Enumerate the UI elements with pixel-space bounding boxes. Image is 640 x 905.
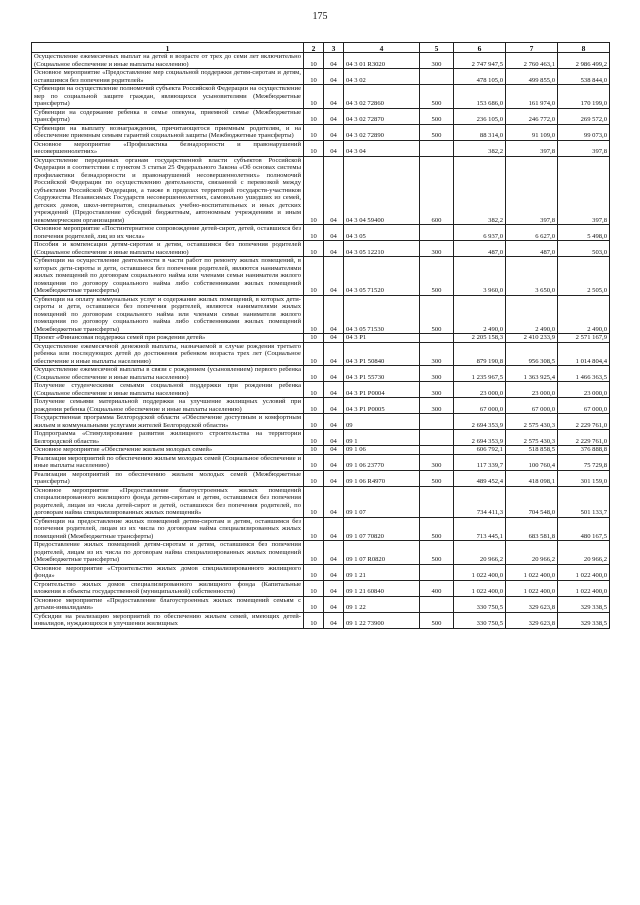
description-cell: Основное мероприятие «Предоставление мер социальной поддержки детям-сиротам и детям, оставшимся без попечения родителей» <box>32 69 304 85</box>
amount-cell-year-3: 75 729,8 <box>558 454 610 470</box>
table-row <box>32 580 610 596</box>
subsection-cell: 04 <box>324 414 344 430</box>
amount-cell-year-3: 1 014 804,4 <box>558 342 610 366</box>
target-article-cell: 09 1 06 23770 <box>344 454 420 470</box>
column-header: 5 <box>420 43 454 53</box>
description-cell: Основное мероприятие «Предоставление благоустроенных жилых помещений семьям с детьми-инвалидами» <box>32 596 304 612</box>
amount-cell-year-2: 518 858,5 <box>506 446 558 455</box>
table-row <box>32 124 610 140</box>
amount-cell-year-3: 2 571 167,9 <box>558 334 610 343</box>
description-cell: Осуществление ежемесячных выплат на детей в возрасте от трех до семи лет включительно (Социальное обеспечение и иные выплаты населению) <box>32 53 304 69</box>
subsection-cell: 04 <box>324 85 344 109</box>
target-article-cell: 09 1 06 R4970 <box>344 470 420 486</box>
description-cell: Государственная программа Белгородской области «Обеспечение доступным и комфортным жильем и коммунальными услугами жителей Белгородской области» <box>32 414 304 430</box>
target-article-cell: 04 3 P1 55730 <box>344 366 420 382</box>
expense-type-cell: 500 <box>420 470 454 486</box>
subsection-cell: 04 <box>324 241 344 257</box>
table-row <box>32 140 610 156</box>
amount-cell-year-2: 683 581,8 <box>506 517 558 541</box>
column-header: 4 <box>344 43 420 53</box>
section-cell: 10 <box>304 470 324 486</box>
description-cell: Субвенции на предоставление жилых помещений детям-сиротам и детям, оставшимся без попечения родителей, лицам из их числа по договорам найма специализированных жилых помещений (Межбюджетные трансферты) <box>32 517 304 541</box>
amount-cell-year-1: 489 452,4 <box>454 470 506 486</box>
description-cell: Субсидии на реализацию мероприятий по обеспечению жильем семей, имеющих детей-инвалидов, нуждающихся в улучшении жилищных <box>32 612 304 628</box>
amount-cell-year-1: 879 190,8 <box>454 342 506 366</box>
amount-cell-year-1: 382,2 <box>454 140 506 156</box>
table-row <box>32 398 610 414</box>
target-article-cell: 09 1 07 <box>344 486 420 517</box>
target-article-cell: 09 <box>344 414 420 430</box>
amount-cell-year-1: 330 750,5 <box>454 612 506 628</box>
target-article-cell: 04 3 05 12210 <box>344 241 420 257</box>
amount-cell-year-1: 3 960,0 <box>454 257 506 296</box>
amount-cell-year-2: 329 623,8 <box>506 596 558 612</box>
description-cell: Строительство жилых домов специализированного жилищного фонда (Капитальные вложения в объекты государственной (муниципальной) собственности) <box>32 580 304 596</box>
section-cell: 10 <box>304 517 324 541</box>
expense-type-cell: 300 <box>420 382 454 398</box>
description-cell: Проект «Финансовая поддержка семей при рождении детей» <box>32 334 304 343</box>
description-cell: Основное мероприятие «Обеспечение жильем молодых семей» <box>32 446 304 455</box>
expense-type-cell: 300 <box>420 241 454 257</box>
column-header: 1 <box>32 43 304 53</box>
description-cell: Основное мероприятие «Строительство жилых домов специализированного жилищного фонда» <box>32 564 304 580</box>
expense-type-cell <box>420 140 454 156</box>
amount-cell-year-3: 2 229 761,0 <box>558 430 610 446</box>
table-row <box>32 541 610 565</box>
subsection-cell: 04 <box>324 382 344 398</box>
amount-cell-year-1: 606 792,1 <box>454 446 506 455</box>
subsection-cell: 04 <box>324 53 344 69</box>
target-article-cell: 04 3 05 71520 <box>344 257 420 296</box>
subsection-cell: 04 <box>324 69 344 85</box>
subsection-cell: 04 <box>324 580 344 596</box>
amount-cell-year-2: 2 575 430,3 <box>506 414 558 430</box>
amount-cell-year-1: 23 000,0 <box>454 382 506 398</box>
subsection-cell: 04 <box>324 486 344 517</box>
table-row <box>32 257 610 296</box>
amount-cell-year-3: 67 000,0 <box>558 398 610 414</box>
section-cell: 10 <box>304 69 324 85</box>
expense-type-cell: 300 <box>420 398 454 414</box>
subsection-cell: 04 <box>324 454 344 470</box>
expense-type-cell: 500 <box>420 517 454 541</box>
amount-cell-year-3: 2 490,0 <box>558 295 610 334</box>
expense-type-cell: 300 <box>420 366 454 382</box>
column-header: 2 <box>304 43 324 53</box>
amount-cell-year-1: 117 339,7 <box>454 454 506 470</box>
amount-cell-year-1: 330 750,5 <box>454 596 506 612</box>
table-row <box>32 596 610 612</box>
target-article-cell: 09 1 <box>344 430 420 446</box>
subsection-cell: 04 <box>324 541 344 565</box>
table-row <box>32 156 610 225</box>
amount-cell-year-3: 23 000,0 <box>558 382 610 398</box>
section-cell: 10 <box>304 257 324 296</box>
target-article-cell: 04 3 01 R3020 <box>344 53 420 69</box>
amount-cell-year-1: 1 022 400,0 <box>454 564 506 580</box>
target-article-cell: 09 1 07 R0820 <box>344 541 420 565</box>
expense-type-cell <box>420 430 454 446</box>
subsection-cell: 04 <box>324 430 344 446</box>
expense-type-cell: 300 <box>420 454 454 470</box>
amount-cell-year-3: 501 133,7 <box>558 486 610 517</box>
target-article-cell: 04 3 02 72870 <box>344 108 420 124</box>
column-header: 7 <box>506 43 558 53</box>
target-article-cell: 04 3 04 59400 <box>344 156 420 225</box>
section-cell: 10 <box>304 225 324 241</box>
amount-cell-year-1: 1 235 967,5 <box>454 366 506 382</box>
amount-cell-year-2: 100 760,4 <box>506 454 558 470</box>
column-header: 6 <box>454 43 506 53</box>
table-row <box>32 486 610 517</box>
target-article-cell: 09 1 06 <box>344 446 420 455</box>
subsection-cell: 04 <box>324 366 344 382</box>
amount-cell-year-3: 376 888,8 <box>558 446 610 455</box>
amount-cell-year-2: 67 000,0 <box>506 398 558 414</box>
section-cell: 10 <box>304 124 324 140</box>
section-cell: 10 <box>304 156 324 225</box>
target-article-cell: 04 3 P1 50840 <box>344 342 420 366</box>
subsection-cell: 04 <box>324 564 344 580</box>
expense-type-cell: 500 <box>420 612 454 628</box>
table-row <box>32 85 610 109</box>
section-cell: 10 <box>304 382 324 398</box>
target-article-cell: 04 3 02 <box>344 69 420 85</box>
amount-cell-year-2: 397,8 <box>506 140 558 156</box>
section-cell: 10 <box>304 414 324 430</box>
section-cell: 10 <box>304 241 324 257</box>
amount-cell-year-2: 1 363 925,4 <box>506 366 558 382</box>
amount-cell-year-2: 329 623,8 <box>506 612 558 628</box>
table-row <box>32 612 610 628</box>
amount-cell-year-1: 2 694 353,9 <box>454 430 506 446</box>
amount-cell-year-1: 153 686,0 <box>454 85 506 109</box>
description-cell: Пособия и компенсации детям-сиротам и детям, оставшимся без попечения родителей (Социальное обеспечение и иные выплаты населению) <box>32 241 304 257</box>
expense-type-cell <box>420 446 454 455</box>
amount-cell-year-3: 99 073,0 <box>558 124 610 140</box>
target-article-cell: 04 3 04 <box>344 140 420 156</box>
amount-cell-year-1: 487,0 <box>454 241 506 257</box>
table-row <box>32 430 610 446</box>
table-row <box>32 470 610 486</box>
target-article-cell: 09 1 22 <box>344 596 420 612</box>
amount-cell-year-1: 713 445,1 <box>454 517 506 541</box>
description-cell: Осуществление ежемесячной денежной выплаты, назначаемой в случае рождения третьего ребенка или последующих детей до достижения ребенком возраста трех лет (Социальное обеспечение и иные выплаты населению) <box>32 342 304 366</box>
amount-cell-year-2: 499 855,0 <box>506 69 558 85</box>
amount-cell-year-3: 2 229 761,0 <box>558 414 610 430</box>
description-cell: Субвенции на оплату коммунальных услуг и содержание жилых помещений, в которых дети-сироты и дети, оставшиеся без попечения родителей, являются нанимателями жилых помещений по договорам социального найма или членами семьи нанимателя жилого помещения по договору социального найма либо собственниками жилых помещений (Межбюджетные трансферты) <box>32 295 304 334</box>
description-cell: Основное мероприятие «Предоставление благоустроенных жилых помещений специализированного жилищного фонда детям-сиротам и детям, оставшимся без попечения родителей, лицам из числа детей-сирот и детей, оставшихся без попечения родителей, по договорам найма специализированных жилых помещений» <box>32 486 304 517</box>
target-article-cell: 04 3 P1 P0004 <box>344 382 420 398</box>
amount-cell-year-2: 418 098,1 <box>506 470 558 486</box>
target-article-cell: 04 3 05 71530 <box>344 295 420 334</box>
amount-cell-year-3: 2 505,0 <box>558 257 610 296</box>
section-cell: 10 <box>304 446 324 455</box>
subsection-cell: 04 <box>324 295 344 334</box>
amount-cell-year-3: 5 498,0 <box>558 225 610 241</box>
amount-cell-year-1: 2 205 158,3 <box>454 334 506 343</box>
subsection-cell: 04 <box>324 156 344 225</box>
description-cell: Получение семьями материальной поддержки на улучшение жилищных условий при рождении ребенка (Социальное обеспечение и иные выплаты населению) <box>32 398 304 414</box>
amount-cell-year-1: 382,2 <box>454 156 506 225</box>
section-cell: 10 <box>304 295 324 334</box>
section-cell: 10 <box>304 108 324 124</box>
expense-type-cell <box>420 334 454 343</box>
amount-cell-year-2: 20 966,2 <box>506 541 558 565</box>
description-cell: Получение студенческими семьями социальной поддержки при рождении ребенка (Социальное обеспечение и иные выплаты населению) <box>32 382 304 398</box>
target-article-cell: 09 1 22 73900 <box>344 612 420 628</box>
target-article-cell: 04 3 02 72860 <box>344 85 420 109</box>
section-cell: 10 <box>304 398 324 414</box>
amount-cell-year-3: 397,8 <box>558 156 610 225</box>
amount-cell-year-2: 1 022 400,0 <box>506 564 558 580</box>
expense-type-cell <box>420 69 454 85</box>
target-article-cell: 09 1 21 60840 <box>344 580 420 596</box>
amount-cell-year-3: 329 338,5 <box>558 612 610 628</box>
subsection-cell: 04 <box>324 108 344 124</box>
expense-type-cell <box>420 564 454 580</box>
description-cell: Субвенции на содержание ребенка в семье опекуна, приемной семье (Межбюджетные трансферты) <box>32 108 304 124</box>
target-article-cell: 04 3 05 <box>344 225 420 241</box>
table-row <box>32 382 610 398</box>
amount-cell-year-2: 3 650,0 <box>506 257 558 296</box>
amount-cell-year-3: 301 159,0 <box>558 470 610 486</box>
amount-cell-year-1: 478 105,0 <box>454 69 506 85</box>
amount-cell-year-2: 246 772,0 <box>506 108 558 124</box>
amount-cell-year-1: 236 105,0 <box>454 108 506 124</box>
table-row <box>32 454 610 470</box>
expense-type-cell: 600 <box>420 156 454 225</box>
amount-cell-year-3: 503,0 <box>558 241 610 257</box>
page-number: 175 <box>312 11 328 22</box>
description-cell: Основное мероприятие «Профилактика безнадзорности и правонарушений несовершеннолетних» <box>32 140 304 156</box>
column-header: 3 <box>324 43 344 53</box>
section-cell: 10 <box>304 454 324 470</box>
table-row <box>32 108 610 124</box>
description-cell: Реализация мероприятий по обеспечению жильем молодых семей (Социальное обеспечение и иные выплаты населению) <box>32 454 304 470</box>
table-row <box>32 366 610 382</box>
section-cell: 10 <box>304 342 324 366</box>
section-cell: 10 <box>304 541 324 565</box>
amount-cell-year-3: 397,8 <box>558 140 610 156</box>
amount-cell-year-3: 170 199,0 <box>558 85 610 109</box>
amount-cell-year-2: 91 109,0 <box>506 124 558 140</box>
subsection-cell: 04 <box>324 140 344 156</box>
description-cell: Субвенции на осуществление полномочий субъекта Российской Федерации на осуществление мер по социальной защите граждан, являющихся усыновителями (Межбюджетные трансферты) <box>32 85 304 109</box>
target-article-cell: 04 3 P1 P0005 <box>344 398 420 414</box>
amount-cell-year-2: 1 022 400,0 <box>506 580 558 596</box>
target-article-cell: 04 3 02 72890 <box>344 124 420 140</box>
amount-cell-year-1: 2 490,0 <box>454 295 506 334</box>
amount-cell-year-2: 956 308,5 <box>506 342 558 366</box>
amount-cell-year-3: 1 022 400,0 <box>558 580 610 596</box>
subsection-cell: 04 <box>324 596 344 612</box>
subsection-cell: 04 <box>324 517 344 541</box>
table-row <box>32 342 610 366</box>
table-row <box>32 334 610 343</box>
expense-type-cell <box>420 486 454 517</box>
expense-type-cell: 500 <box>420 295 454 334</box>
table-row <box>32 414 610 430</box>
amount-cell-year-1: 88 314,0 <box>454 124 506 140</box>
section-cell: 10 <box>304 564 324 580</box>
expense-type-cell: 500 <box>420 124 454 140</box>
section-cell: 10 <box>304 430 324 446</box>
amount-cell-year-3: 2 986 499,2 <box>558 53 610 69</box>
subsection-cell: 04 <box>324 398 344 414</box>
section-cell: 10 <box>304 140 324 156</box>
target-article-cell: 09 1 07 70820 <box>344 517 420 541</box>
amount-cell-year-3: 1 022 400,0 <box>558 564 610 580</box>
subsection-cell: 04 <box>324 257 344 296</box>
amount-cell-year-2: 6 627,0 <box>506 225 558 241</box>
section-cell: 10 <box>304 53 324 69</box>
amount-cell-year-1: 734 411,3 <box>454 486 506 517</box>
amount-cell-year-3: 329 338,5 <box>558 596 610 612</box>
amount-cell-year-3: 20 966,2 <box>558 541 610 565</box>
subsection-cell: 04 <box>324 342 344 366</box>
subsection-cell: 04 <box>324 446 344 455</box>
expense-type-cell: 500 <box>420 85 454 109</box>
description-cell: Предоставление жилых помещений детям-сиротам и детям, оставшимся без попечения родителей, лицам из их числа по договорам найма специализированных жилых помещений (Межбюджетные трансферты) <box>32 541 304 565</box>
subsection-cell: 04 <box>324 225 344 241</box>
amount-cell-year-3: 1 466 363,5 <box>558 366 610 382</box>
header-row <box>32 43 610 53</box>
description-cell: Подпрограмма «Стимулирование развития жилищного строительства на территории Белгородской области» <box>32 430 304 446</box>
table-row <box>32 225 610 241</box>
expense-type-cell: 300 <box>420 53 454 69</box>
amount-cell-year-2: 161 974,0 <box>506 85 558 109</box>
expense-type-cell <box>420 414 454 430</box>
table-row <box>32 241 610 257</box>
section-cell: 10 <box>304 580 324 596</box>
amount-cell-year-1: 6 937,0 <box>454 225 506 241</box>
amount-cell-year-3: 480 167,5 <box>558 517 610 541</box>
section-cell: 10 <box>304 596 324 612</box>
table-row <box>32 53 610 69</box>
section-cell: 10 <box>304 486 324 517</box>
amount-cell-year-2: 704 548,0 <box>506 486 558 517</box>
amount-cell-year-1: 2 694 353,9 <box>454 414 506 430</box>
amount-cell-year-2: 2 575 430,3 <box>506 430 558 446</box>
amount-cell-year-2: 487,0 <box>506 241 558 257</box>
amount-cell-year-1: 1 022 400,0 <box>454 580 506 596</box>
amount-cell-year-2: 23 000,0 <box>506 382 558 398</box>
subsection-cell: 04 <box>324 334 344 343</box>
amount-cell-year-2: 2 410 233,9 <box>506 334 558 343</box>
table-row <box>32 69 610 85</box>
amount-cell-year-3: 538 844,0 <box>558 69 610 85</box>
amount-cell-year-2: 2 760 463,1 <box>506 53 558 69</box>
description-cell: Осуществление переданных органам государственной власти субъектов Российской Федерации в соответствии с пунктом 3 статьи 25 Федерального Закона «Об основах системы профилактики безнадзорности и правонарушений несовершеннолетних» полномочий Российской Федерации по осуществлению деятельности, связанной с перевозкой между субъектами Российской Федерации, а также в пределах территорий государств-участников Содружества Независимых Государств несовершеннолетних, самовольно ушедших из семей, детских домов, школ-интернатов, специальных учебно-воспитательных и иных детских учреждений (Предоставление субсидий бюджетным, автономным учреждениям и иным некоммерческим организациям) <box>32 156 304 225</box>
subsection-cell: 04 <box>324 612 344 628</box>
expense-type-cell <box>420 596 454 612</box>
section-cell: 10 <box>304 366 324 382</box>
table-row <box>32 295 610 334</box>
budget-table <box>31 42 610 629</box>
amount-cell-year-2: 2 490,0 <box>506 295 558 334</box>
amount-cell-year-3: 269 572,0 <box>558 108 610 124</box>
amount-cell-year-1: 2 747 947,5 <box>454 53 506 69</box>
expense-type-cell: 500 <box>420 108 454 124</box>
table-row <box>32 564 610 580</box>
table-row <box>32 446 610 455</box>
expense-type-cell: 500 <box>420 257 454 296</box>
target-article-cell: 09 1 21 <box>344 564 420 580</box>
section-cell: 10 <box>304 612 324 628</box>
description-cell: Реализация мероприятий по обеспечению жильем молодых семей (Межбюджетные трансферты) <box>32 470 304 486</box>
target-article-cell: 04 3 P1 <box>344 334 420 343</box>
subsection-cell: 04 <box>324 124 344 140</box>
subsection-cell: 04 <box>324 470 344 486</box>
amount-cell-year-1: 20 966,2 <box>454 541 506 565</box>
description-cell: Субвенции на осуществление деятельности в части работ по ремонту жилых помещений, в которых дети-сироты и дети, оставшиеся без попечения родителей, являются нанимателями жилых помещений по договорам социального найма или членами семьи нанимателя жилого помещения по договору социального найма либо собственниками жилых помещений (Межбюджетные трансферты) <box>32 257 304 296</box>
expense-type-cell <box>420 225 454 241</box>
section-cell: 10 <box>304 334 324 343</box>
section-cell: 10 <box>304 85 324 109</box>
amount-cell-year-2: 397,8 <box>506 156 558 225</box>
table-row <box>32 517 610 541</box>
amount-cell-year-1: 67 000,0 <box>454 398 506 414</box>
description-cell: Субвенции на выплату вознаграждения, причитающегося приемным родителям, и на обеспечение приемным семьям гарантий социальной защиты (Межбюджетные трансферты) <box>32 124 304 140</box>
description-cell: Основное мероприятие «Постинтернатное сопровождение детей-сирот, детей, оставшихся без попечения родителей, лиц из их числа» <box>32 225 304 241</box>
description-cell: Осуществление ежемесячной выплаты в связи с рождением (усыновлением) первого ребенка (Социальное обеспечение и иные выплаты населению) <box>32 366 304 382</box>
column-header: 8 <box>558 43 610 53</box>
expense-type-cell: 500 <box>420 541 454 565</box>
expense-type-cell: 400 <box>420 580 454 596</box>
expense-type-cell: 300 <box>420 342 454 366</box>
